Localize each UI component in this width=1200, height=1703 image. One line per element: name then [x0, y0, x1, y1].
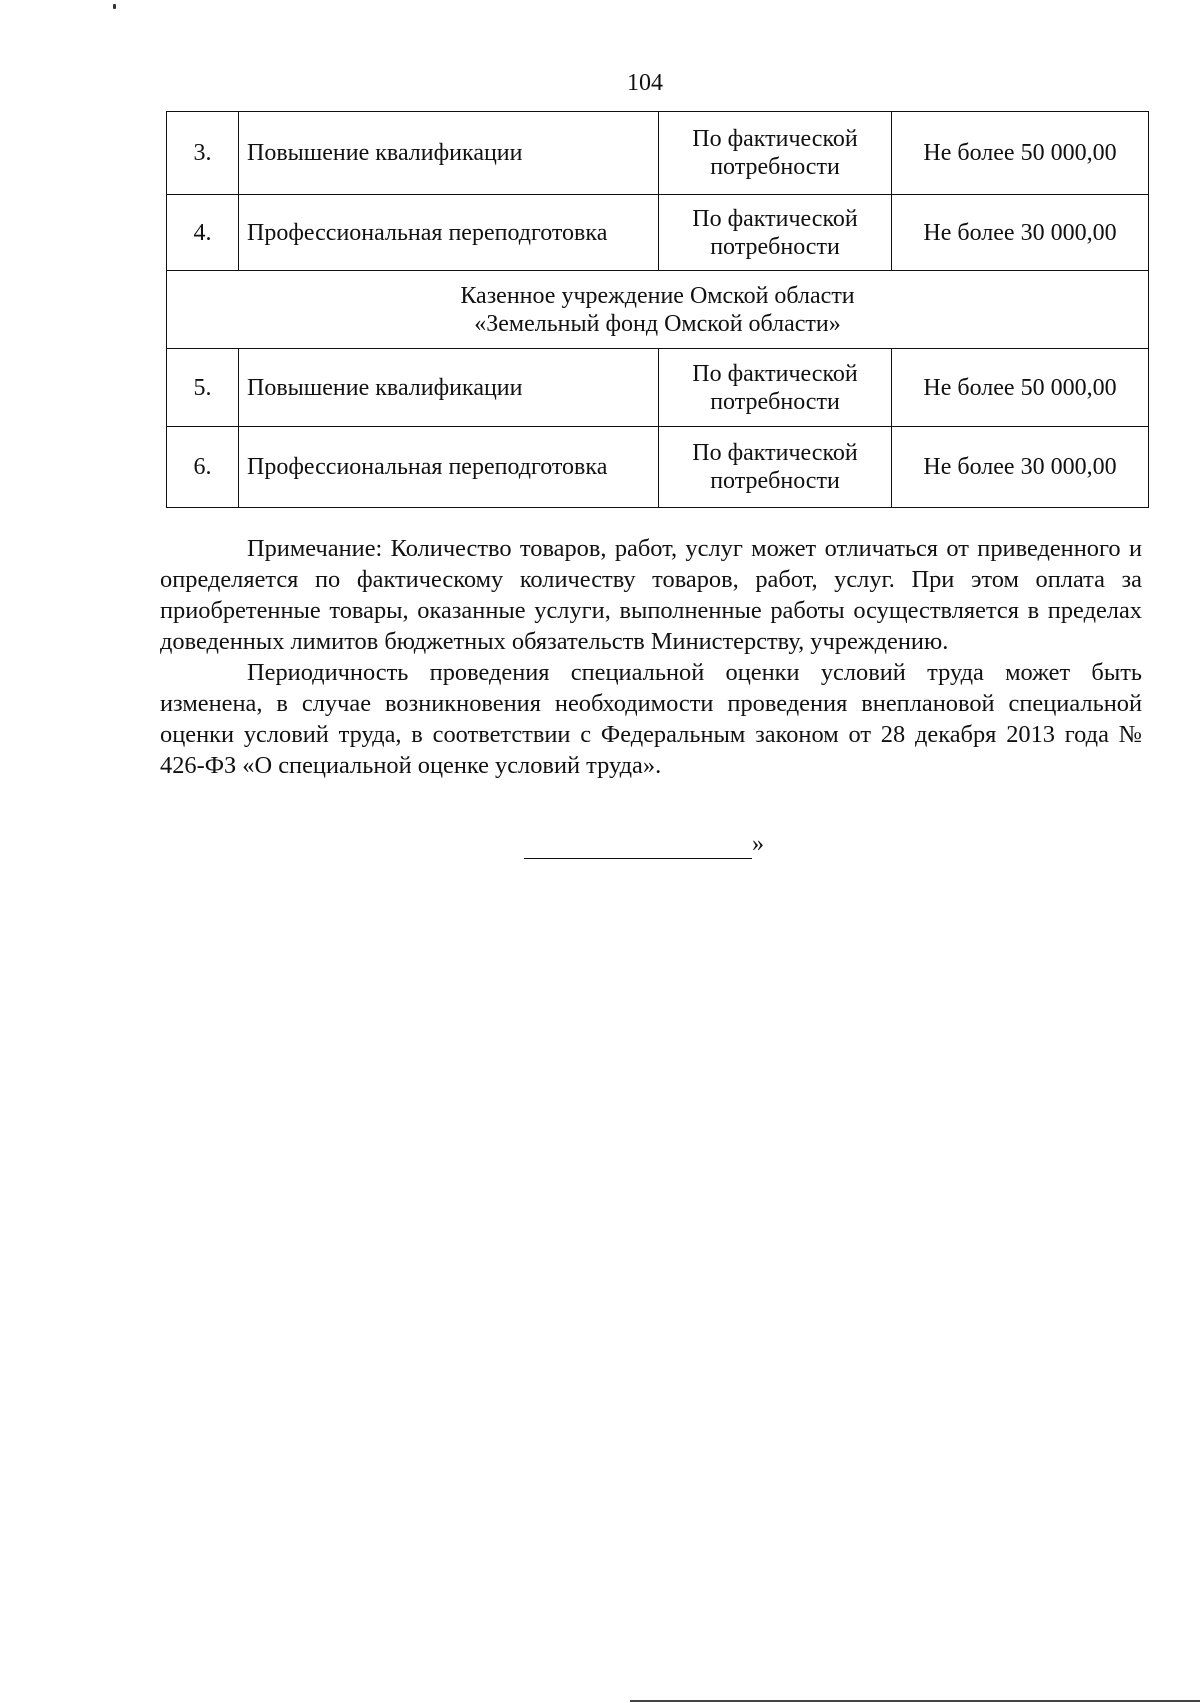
periodicity-cell	[659, 349, 892, 427]
periodicity-line: потребности	[710, 468, 840, 494]
price-limit: Не более 50 000,00	[892, 349, 1149, 427]
periodicity-line: По фактической	[692, 126, 858, 152]
note-paragraph: Примечание: Количество товаров, работ, услуг может отличаться от приведенного и определяется по фактическому количеству товаров, работ, услуг. При этом оплата за приобретенные товары, оказанные услуги, выполненные работы осуществляется в пределах доведенных лимитов бюджетных обязательств Министерству, учреждению.	[160, 535, 1142, 655]
section-header-line: «Земельный фонд Омской области»	[474, 310, 841, 337]
scan-edge-line	[630, 1700, 1200, 1702]
page-number: 104	[627, 70, 663, 96]
periodicity-cell	[659, 112, 892, 195]
section-header-row	[167, 271, 1149, 349]
row-number: 6.	[167, 427, 239, 508]
price-limit: Не более 30 000,00	[892, 427, 1149, 508]
service-name: Профессиональная переподготовка	[239, 195, 659, 271]
signature-rule	[524, 830, 752, 859]
table-row	[167, 112, 1149, 195]
periodicity-cell	[659, 427, 892, 508]
table-row	[167, 195, 1149, 271]
service-name: Повышение квалификации	[239, 349, 659, 427]
section-header	[167, 271, 1149, 349]
price-limit: Не более 30 000,00	[892, 195, 1149, 271]
scan-speck	[113, 4, 116, 9]
notes-section	[160, 533, 1142, 781]
periodicity-cell	[659, 195, 892, 271]
closing-line	[524, 829, 764, 861]
periodicity-line: потребности	[710, 233, 840, 260]
periodicity-line: потребности	[710, 388, 840, 415]
periodicity-line: По фактической	[692, 360, 858, 387]
row-number: 5.	[167, 349, 239, 427]
price-limit: Не более 50 000,00	[892, 112, 1149, 195]
periodicity-line: По фактической	[692, 205, 858, 232]
periodicity-line: По фактической	[692, 440, 858, 466]
row-number: 4.	[167, 195, 239, 271]
periodicity-line: потребности	[710, 154, 840, 180]
closing-quote: »	[752, 831, 764, 857]
service-name: Повышение квалификации	[239, 112, 659, 195]
row-number: 3.	[167, 112, 239, 195]
table-row	[167, 427, 1149, 508]
cost-table	[166, 111, 1149, 508]
table-row	[167, 349, 1149, 427]
service-name: Профессиональная переподготовка	[239, 427, 659, 508]
periodicity-paragraph: Периодичность проведения специальной оценки условий труда может быть изменена, в случае возникновения необходимости проведения внеплановой специальной оценки условий труда, в соответствии с Федеральным законом от 28 декабря 2013 года № 426-ФЗ «О специальной оценке условий труда».	[160, 659, 1142, 779]
section-header-line: Казенное учреждение Омской области	[460, 282, 855, 309]
